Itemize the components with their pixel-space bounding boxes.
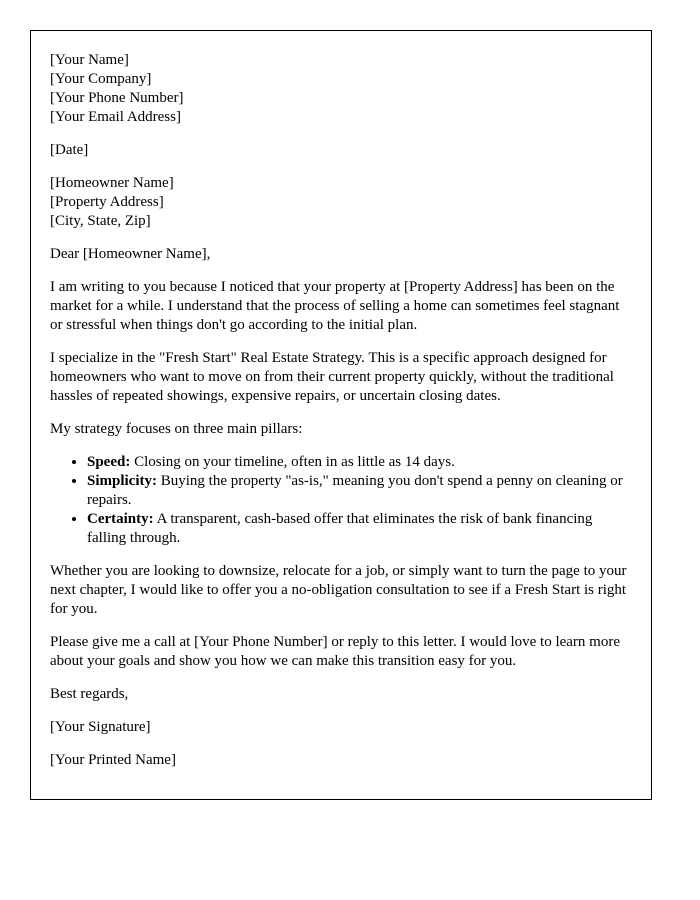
list-item-speed [87, 453, 632, 472]
sender-company: [Your Company] [50, 71, 152, 87]
sender-phone: [Your Phone Number] [50, 90, 184, 106]
paragraph-pillars-intro: My strategy focuses on three main pillars: [50, 421, 303, 437]
list-item-certainty [87, 510, 632, 548]
paragraph-call-to-action: Please give me a call at [Your Phone Number] or reply to this letter. I would love to learn more about your goals and show you how we can make this transition easy for you. [50, 634, 620, 669]
printed-name-placeholder: [Your Printed Name] [50, 752, 176, 768]
sender-email: [Your Email Address] [50, 109, 181, 125]
recipient-city-state-zip: [City, State, Zip] [50, 213, 151, 229]
pillar-text-speed: Closing on your timeline, often in as little as 14 days. [130, 454, 455, 470]
pillar-text-simplicity: Buying the property "as-is," meaning you don't spend a penny on cleaning or repairs. [87, 473, 623, 508]
pillar-label-simplicity: Simplicity: [87, 473, 157, 489]
recipient-address: [Property Address] [50, 194, 164, 210]
pillar-label-certainty: Certainty: [87, 511, 154, 527]
paragraph-offer: Whether you are looking to downsize, relocate for a job, or simply want to turn the page to your next chapter, I would like to offer you a no-obligation consultation to see if a Fresh Start is right for you. [50, 563, 627, 617]
pillar-label-speed: Speed: [87, 454, 131, 470]
recipient-name: [Homeowner Name] [50, 175, 174, 191]
sender-block [50, 51, 632, 127]
sender-name: [Your Name] [50, 52, 129, 68]
signature-placeholder: [Your Signature] [50, 719, 151, 735]
list-item-simplicity [87, 472, 632, 510]
pillars-list [50, 453, 632, 548]
pillar-text-certainty: A transparent, cash-based offer that eliminates the risk of bank financing falling through. [87, 511, 593, 546]
paragraph-intro: I am writing to you because I noticed that your property at [Property Address] has been on the market for a while. I understand that the process of selling a home can sometimes feel stagnant or stressful when things don't go according to the initial plan. [50, 279, 620, 333]
signoff: Best regards, [50, 686, 129, 702]
salutation: Dear [Homeowner Name], [50, 246, 211, 262]
date-line: [Date] [50, 142, 89, 158]
recipient-block [50, 174, 632, 231]
letter-frame [30, 30, 652, 800]
paragraph-strategy: I specialize in the "Fresh Start" Real Estate Strategy. This is a specific approach designed for homeowners who want to move on from their current property quickly, without the traditional hassles of repeated showings, expensive repairs, or uncertain closing dates. [50, 350, 614, 404]
